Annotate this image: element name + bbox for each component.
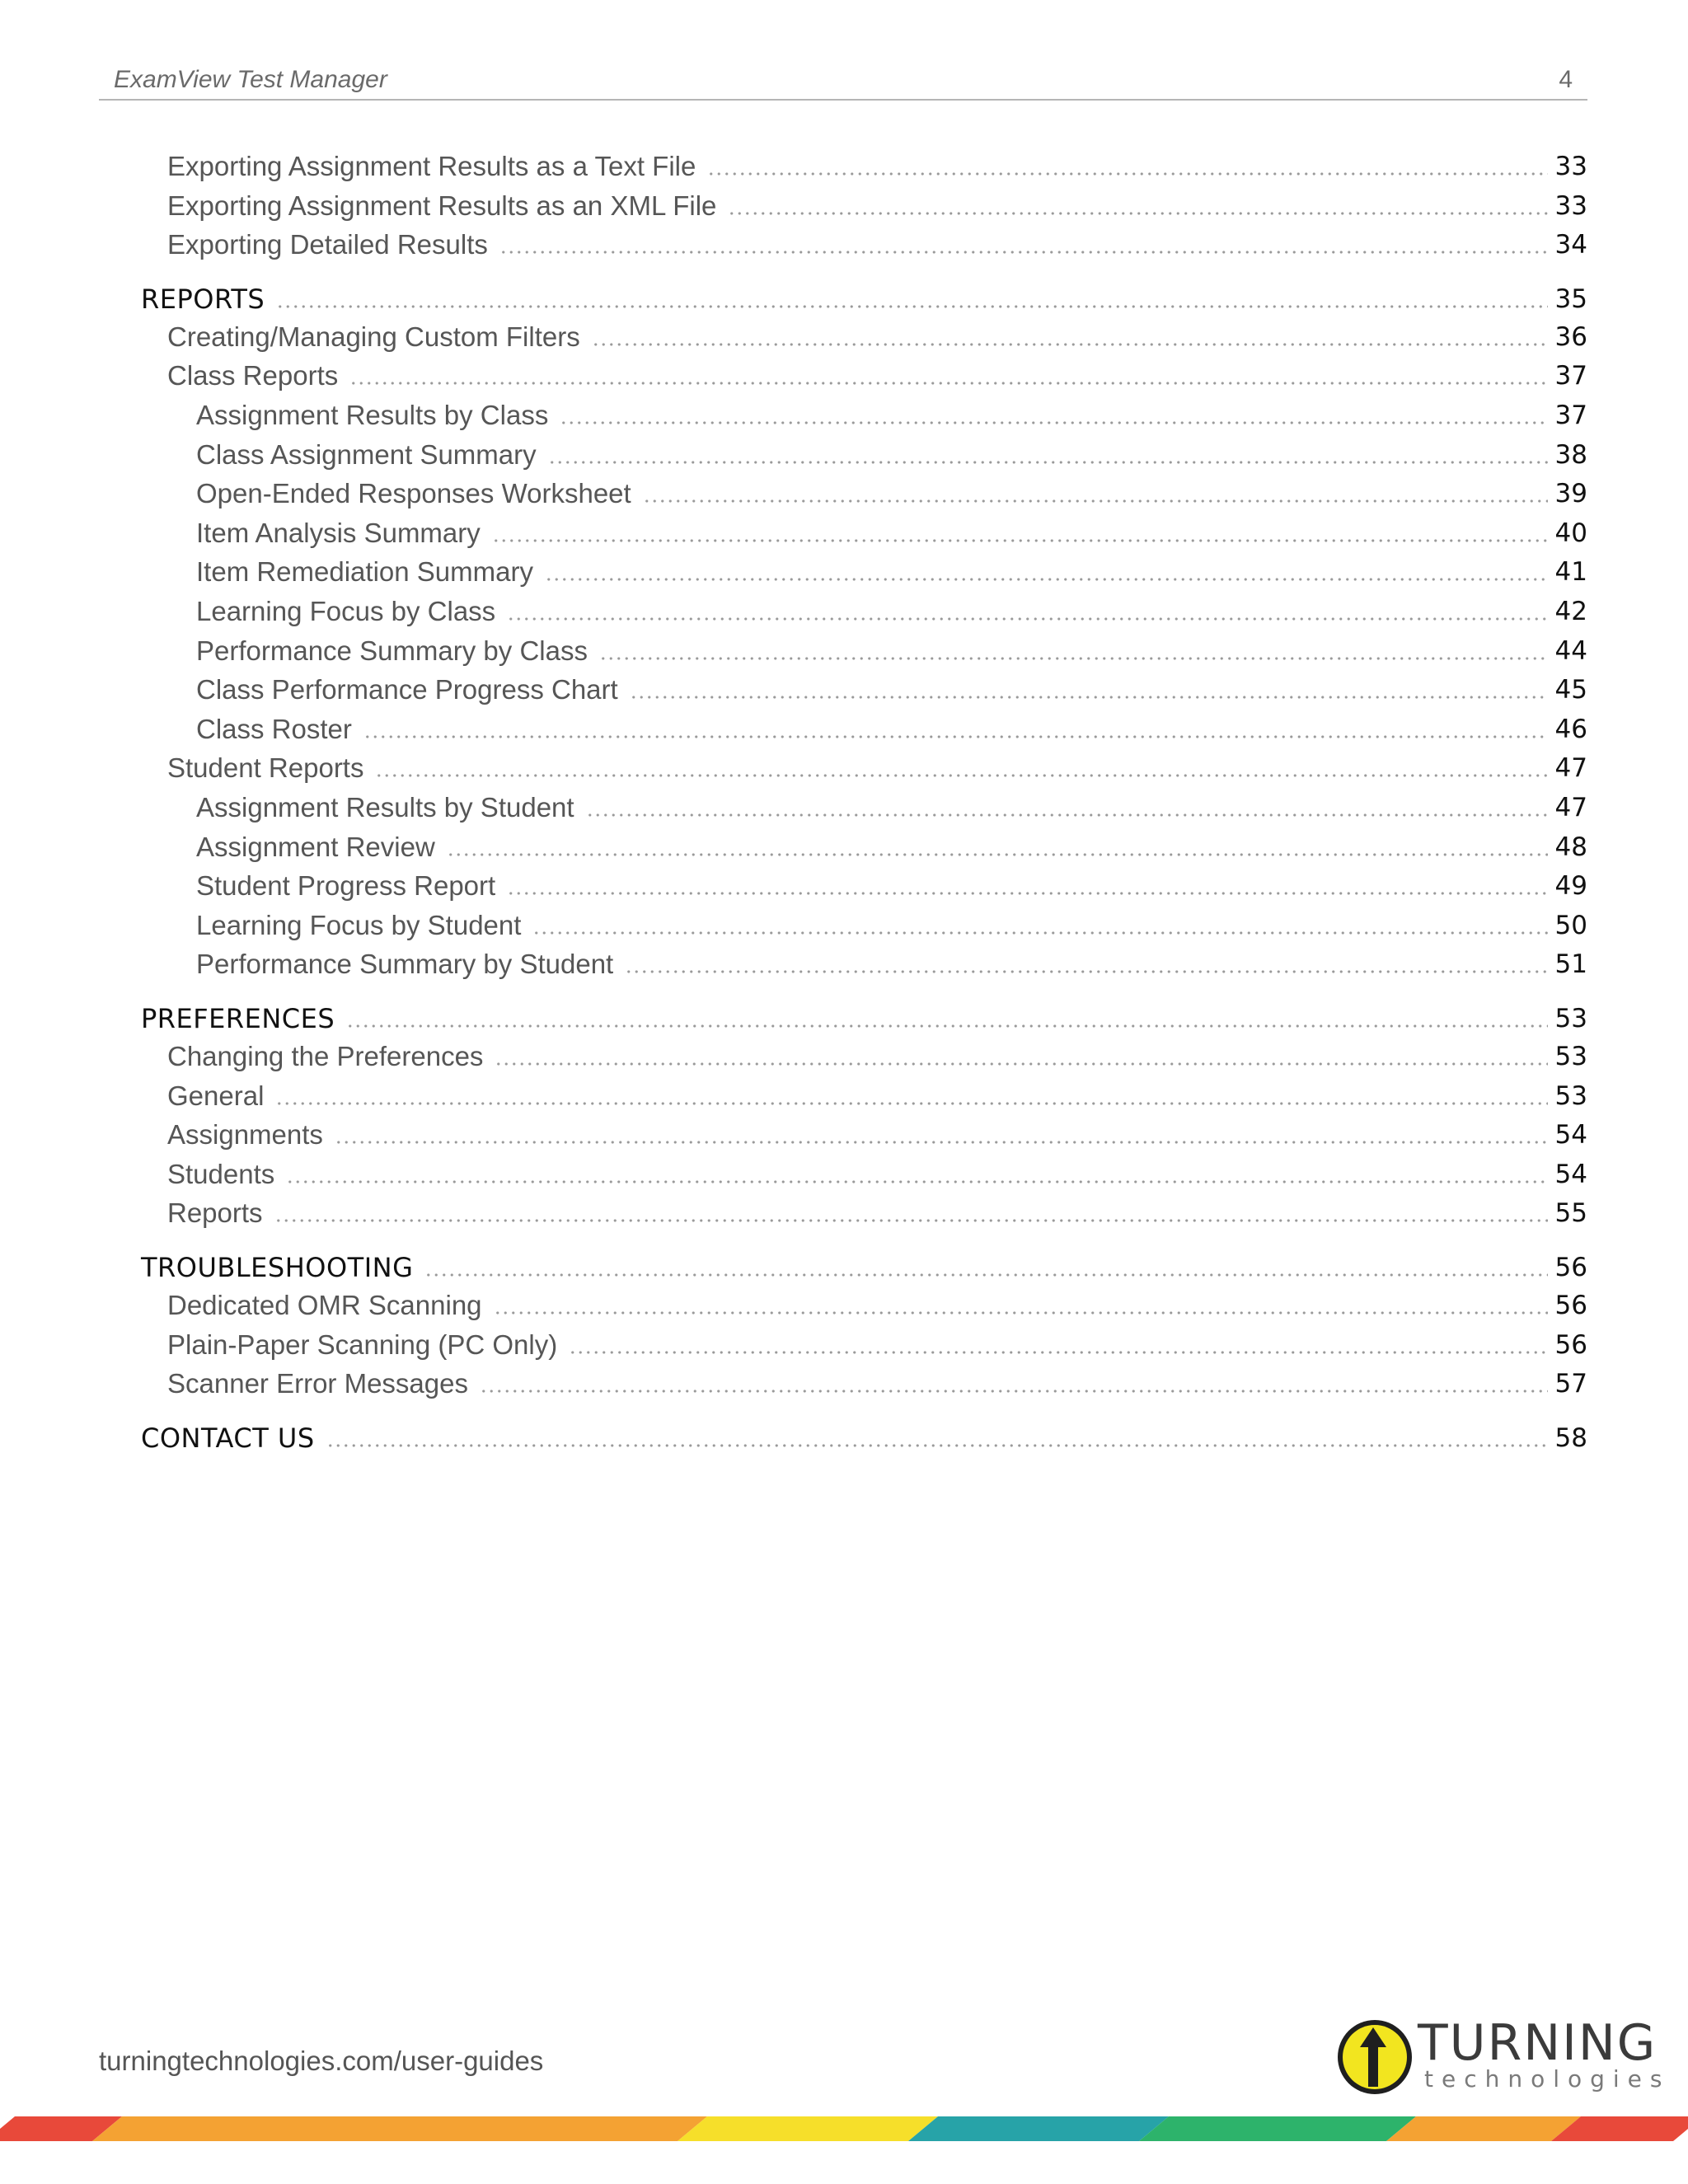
toc-dot-leader (375, 774, 1548, 777)
toc-entry-page: 57 (1554, 1369, 1587, 1399)
toc-entry-label: Class Roster (196, 713, 352, 744)
toc-entry[interactable] (167, 1076, 1587, 1113)
toc-entry[interactable] (196, 396, 1587, 432)
toc-entry[interactable] (167, 1325, 1587, 1361)
toc-entry-page: 51 (1554, 949, 1587, 980)
page-header (99, 64, 1587, 101)
toc-entry[interactable] (167, 225, 1587, 261)
toc-dot-leader (630, 696, 1548, 699)
toc-dot-leader (494, 1311, 1548, 1315)
toc-dot-leader (276, 305, 1548, 308)
toc-dot-leader (545, 578, 1548, 581)
toc-entry-label: Open-Ended Responses Worksheet (196, 478, 631, 509)
toc-dot-leader (532, 931, 1548, 935)
turning-technologies-logo (1335, 2014, 1671, 2098)
toc-dot-leader (275, 1102, 1548, 1105)
toc-entry-label: Exporting Detailed Results (167, 229, 488, 260)
toc-entry-page: 58 (1554, 1422, 1587, 1453)
toc-entry[interactable] (196, 710, 1587, 746)
toc-entry[interactable] (167, 1115, 1587, 1151)
toc-entry[interactable] (167, 1193, 1587, 1230)
toc-entry-page: 53 (1554, 1004, 1587, 1033)
toc-entry-page: 37 (1554, 401, 1587, 430)
toc-entry-label: Scanner Error Messages (167, 1368, 468, 1399)
toc-entry-label: Learning Focus by Student (196, 909, 522, 940)
toc-entry[interactable] (167, 1037, 1587, 1073)
toc-entry[interactable] (141, 1248, 1587, 1284)
toc-entry-page: 40 (1554, 518, 1587, 548)
toc-entry-label: Performance Summary by Student (196, 949, 614, 980)
toc-entry[interactable] (141, 999, 1587, 1035)
toc-entry-page: 46 (1554, 714, 1587, 744)
toc-entry-label: Changing the Preferences (167, 1041, 484, 1071)
turning-logo-icon (1335, 2016, 1418, 2098)
footer-color-stripe (0, 2116, 1688, 2141)
toc-entry-page: 56 (1554, 1291, 1587, 1320)
toc-entry[interactable] (196, 827, 1587, 864)
toc-entry[interactable] (167, 356, 1587, 392)
toc-entry-label: REPORTS (141, 283, 265, 315)
toc-entry-label: Student Progress Report (196, 870, 496, 902)
toc-entry[interactable] (196, 435, 1587, 471)
toc-dot-leader (492, 539, 1548, 542)
toc-dot-leader (326, 1444, 1548, 1447)
toc-entry-page: 37 (1554, 361, 1587, 391)
toc-entry-label: General (167, 1080, 265, 1111)
toc-entry-label: Creating/Managing Custom Filters (167, 321, 580, 352)
toc-entry[interactable] (196, 474, 1587, 510)
toc-entry-page: 48 (1554, 832, 1587, 862)
toc-entry-label: TROUBLESHOOTING (141, 1252, 414, 1283)
toc-entry[interactable] (196, 670, 1587, 706)
toc-entry[interactable] (167, 317, 1587, 354)
toc-dot-leader (447, 853, 1548, 856)
toc-entry-page: 39 (1554, 479, 1587, 509)
toc-entry-label: CONTACT US (141, 1422, 315, 1454)
toc-dot-leader (548, 461, 1548, 464)
toc-entry-label: Class Assignment Summary (196, 438, 537, 470)
toc-entry-page: 54 (1554, 1159, 1587, 1189)
toc-dot-leader (286, 1180, 1548, 1183)
toc-entry-label: Performance Summary by Class (196, 635, 588, 666)
toc-entry[interactable] (167, 186, 1587, 223)
toc-entry[interactable] (196, 788, 1587, 824)
toc-dot-leader (495, 1062, 1548, 1066)
toc-entry-page: 42 (1554, 597, 1587, 626)
toc-dot-leader (507, 892, 1548, 895)
toc-entry-page: 45 (1554, 675, 1587, 705)
toc-entry-page: 54 (1554, 1120, 1587, 1151)
toc-entry-label: Item Remediation Summary (196, 556, 533, 588)
toc-entry[interactable] (196, 552, 1587, 588)
toc-entry-label: Assignment Results by Class (196, 400, 549, 430)
toc-entry-label: Reports (167, 1197, 263, 1229)
toc-entry-page: 33 (1554, 190, 1587, 221)
toc-entry[interactable] (196, 513, 1587, 550)
toc-dot-leader (363, 735, 1548, 738)
toc-dot-leader (592, 343, 1548, 346)
toc-entry-page: 56 (1554, 1253, 1587, 1282)
toc-dot-leader (728, 212, 1548, 215)
toc-entry-page: 47 (1554, 793, 1587, 823)
toc-entry[interactable] (141, 1418, 1587, 1455)
toc-entry[interactable] (196, 866, 1587, 902)
toc-entry-page: 49 (1554, 871, 1587, 902)
toc-entry[interactable] (167, 1155, 1587, 1191)
toc-dot-leader (499, 251, 1548, 254)
toc-entry-page: 41 (1554, 557, 1587, 588)
toc-dot-leader (586, 813, 1548, 817)
toc-dot-leader (707, 172, 1548, 176)
toc-entry-label: Plain-Paper Scanning (PC Only) (167, 1329, 558, 1360)
toc-entry-page: 50 (1554, 910, 1587, 940)
toc-entry-page: 56 (1554, 1329, 1587, 1360)
logo-subtext: technologies (1424, 2065, 1671, 2093)
toc-entry-page: 33 (1554, 152, 1587, 181)
toc-dot-leader (625, 970, 1548, 973)
toc-entry-label: Item Analysis Summary (196, 517, 481, 548)
logo-wordmark: TURNING (1418, 2014, 1658, 2072)
document-title: ExamView Test Manager (114, 66, 387, 93)
footer-url[interactable]: turningtechnologies.com/user-guides (99, 2046, 544, 2076)
toc-entry[interactable] (167, 147, 1587, 183)
toc-entry[interactable] (167, 1286, 1587, 1322)
toc-dot-leader (507, 617, 1548, 621)
toc-dot-leader (335, 1141, 1548, 1144)
toc-entry-label: PREFERENCES (141, 1003, 335, 1034)
toc-entry[interactable] (196, 944, 1587, 981)
toc-entry-page: 35 (1554, 284, 1587, 314)
toc-entry-page: 34 (1554, 230, 1587, 260)
toc-entry-page: 53 (1554, 1080, 1587, 1111)
toc-entry[interactable] (167, 1364, 1587, 1400)
toc-dot-leader (349, 382, 1548, 385)
toc-dot-leader (643, 499, 1548, 503)
toc-entry-label: Students (167, 1158, 275, 1189)
toc-entry[interactable] (196, 631, 1587, 668)
toc-entry-page: 55 (1554, 1198, 1587, 1229)
toc-entry-label: Assignment Results by Student (196, 792, 574, 823)
toc-entry-label: Learning Focus by Class (196, 596, 496, 626)
toc-entry-label: Class Reports (167, 360, 339, 391)
toc-entry[interactable] (196, 906, 1587, 942)
toc-dot-leader (599, 657, 1548, 660)
toc-entry[interactable] (141, 279, 1587, 316)
toc-entry-label: Assignments (167, 1119, 323, 1151)
toc-entry-page: 53 (1554, 1042, 1587, 1071)
toc-entry-page: 47 (1554, 753, 1587, 784)
toc-entry-label: Dedicated OMR Scanning (167, 1290, 482, 1320)
toc-entry[interactable] (167, 748, 1587, 785)
toc-entry-page: 38 (1554, 439, 1587, 470)
toc-dot-leader (274, 1219, 1548, 1222)
toc-entry[interactable] (196, 592, 1587, 628)
page-number: 4 (1559, 66, 1573, 93)
toc-entry-label: Student Reports (167, 752, 364, 784)
toc-entry-label: Exporting Assignment Results as an XML File (167, 190, 717, 221)
toc-dot-leader (346, 1024, 1548, 1028)
toc-entry-label: Exporting Assignment Results as a Text File (167, 151, 696, 181)
toc-dot-leader (424, 1273, 1548, 1277)
toc-dot-leader (480, 1390, 1548, 1393)
toc-entry-label: Assignment Review (196, 831, 435, 862)
toc-entry-label: Class Performance Progress Chart (196, 674, 618, 705)
toc-dot-leader (569, 1351, 1548, 1354)
toc-entry-page: 44 (1554, 635, 1587, 666)
toc-dot-leader (560, 421, 1548, 424)
toc-entry-page: 36 (1554, 321, 1587, 352)
